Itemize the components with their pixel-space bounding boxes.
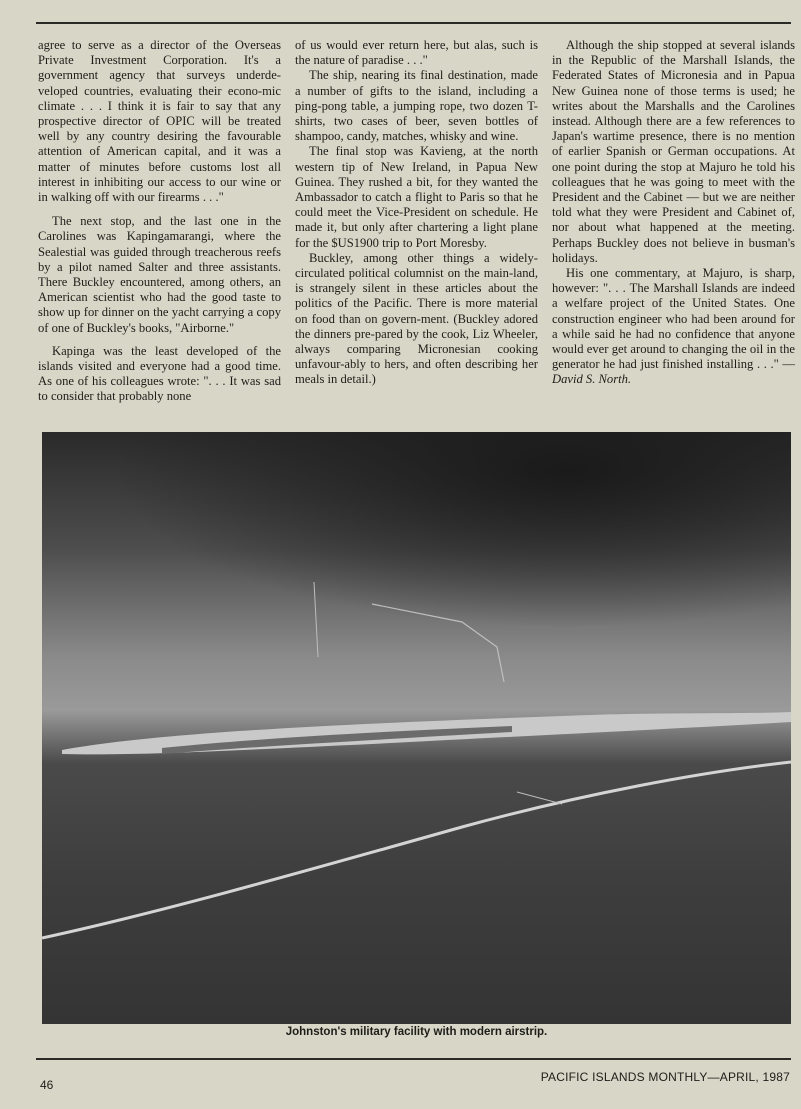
cloud-shadow bbox=[42, 432, 791, 692]
photo-caption: Johnston's military facility with modern airstrip. bbox=[285, 1026, 548, 1038]
column-2 bbox=[295, 38, 538, 405]
publication-footer: PACIFIC ISLANDS MONTHLY—APRIL, 1987 bbox=[540, 1070, 790, 1084]
paragraph: Kapinga was the least developed of the islands visited and everyone had a good time. As one of his colleagues wrote: ". . . It was sad to consider that probably none bbox=[38, 343, 281, 404]
column-1 bbox=[38, 38, 281, 405]
paragraph: Although the ship stopped at several islands in the Republic of the Marshall Islands, the Federated States of Micronesia and in Papua New Guinea none of those terms is used; he writes about the Marshalls and the Carolines instead. Although there are a few references to Japan's wartime presence, there is no mention of earlier Spanish or German occupations. At one point during the stop at Majuro he told his colleagues that he was going to meet with the President and the Cabinet — but we are neither told what they were President and Cabinet of, nor about what happened at the meeting. Perhaps Buckley does not believe in busman's holidays. bbox=[552, 38, 795, 265]
top-rule bbox=[36, 22, 791, 24]
aerial-photo-drawing bbox=[42, 432, 791, 1024]
bottom-rule bbox=[36, 1058, 791, 1060]
column-3 bbox=[552, 38, 795, 405]
paragraph: agree to serve as a director of the Overseas Private Investment Corporation. It's a government agency that surveys underde-veloped countries, evaluating their econo-mic climate . . . I think it is fair to say that any prospective director of OPIC will be treated well by any country desiring the favourable attention of American capital, and it was a matter of minutes before customs lost all interest in inhibiting our access to our wine or in walking off with our firearms . . ." bbox=[38, 38, 281, 205]
paragraph: The next stop, and the last one in the Carolines was Kapingamarangi, where the Sealestial was guided through treacherous reefs by a pilot named Salter and three assistants. There Buckley encountered, among others, an American scientist who had the good taste to show up for dinner on the yacht carrying a copy of one of Buckley's books, "Airborne." bbox=[38, 214, 281, 335]
aerial-photo bbox=[42, 432, 791, 1024]
paragraph: of us would ever return here, but alas, such is the nature of paradise . . ." bbox=[295, 38, 538, 68]
paragraph: The final stop was Kavieng, at the north western tip of New Ireland, in Papua New Guinea. They rushed a bit, for they wanted the Ambassador to catch a flight to Paris so that he could meet the Vice-President on schedule. He made it, but only after chartering a light plane for the $US1900 trip to Port Moresby. bbox=[295, 144, 538, 250]
article-body bbox=[38, 38, 795, 405]
paragraph bbox=[552, 266, 795, 388]
author-signature: David S. North. bbox=[552, 372, 632, 387]
paragraph: The ship, nearing its final destination, made a number of gifts to the island, including a ping-pong table, a jumping rope, two dozen T-shirts, two cases of beer, seven bottles of shampoo, candy, matches, whisky and wine. bbox=[295, 68, 538, 144]
paragraph-text: His one commentary, at Majuro, is sharp, however: ". . . The Marshall Islands are indeed a welfare project of the United States. One construction engineer who had been around for a while said he had no confidence that anyone would ever get around to changing the oil in the generator he had just finished installing . . ." — bbox=[552, 266, 795, 372]
paragraph: Buckley, among other things a widely-circulated political columnist on the main-land, is strangely silent in these articles about the politics of the Pacific. There is more material on food than on govern-ment. (Buckley adored the dinners pre-pared by the cook, Liz Wheeler, always comparing Micronesian cooking unfavour-ably to hers, and often describing her meals in detail.) bbox=[295, 250, 538, 387]
page-number: 46 bbox=[40, 1078, 54, 1092]
